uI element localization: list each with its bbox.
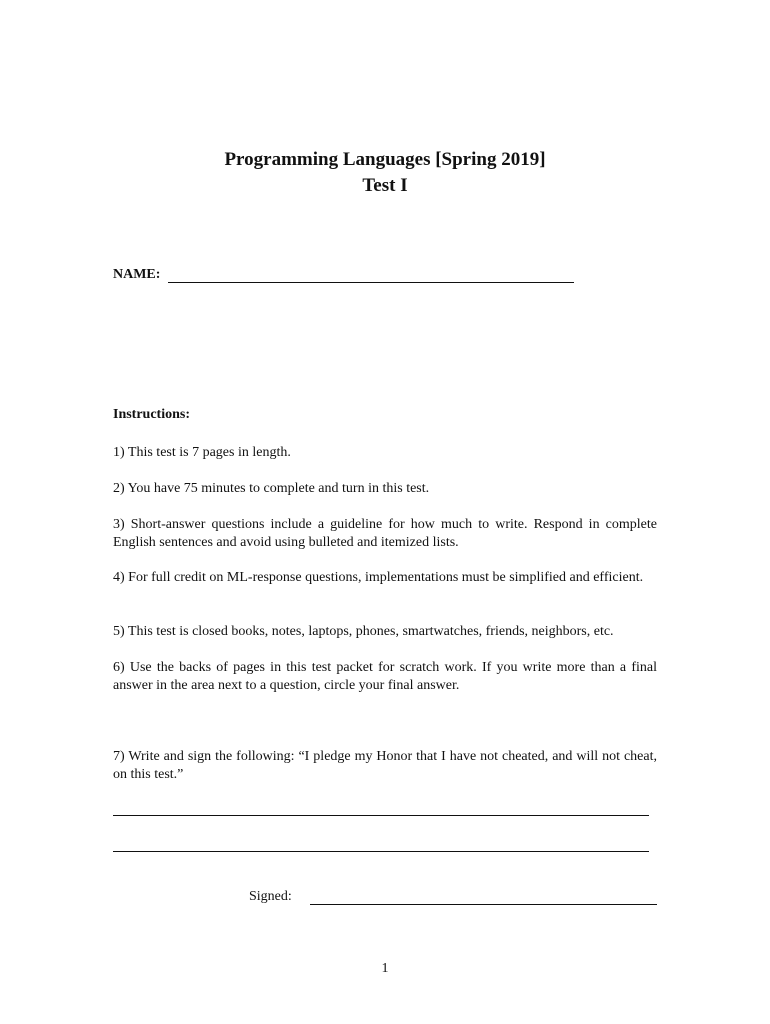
instruction-item-4: 4) For full credit on ML-response questions, implementations must be simplified and efficient.: [113, 570, 644, 585]
instructions-heading: Instructions:: [113, 407, 191, 422]
instruction-item-7: 7) Write and sign the following: “I pledge my Honor that I have not cheated, and will not cheat, on this test.”: [113, 749, 657, 782]
document-header: [0, 147, 770, 199]
instruction-item-1: 1) This test is 7 pages in length.: [113, 445, 291, 460]
instruction-item-5: 5) This test is closed books, notes, laptops, phones, smartwatches, friends, neighbors, etc.: [113, 624, 614, 639]
document-title: Programming Languages [Spring 2019]: [224, 149, 546, 170]
pledge-line-2[interactable]: [113, 851, 649, 852]
page-number: 1: [381, 961, 389, 976]
instruction-item-6: 6) Use the backs of pages in this test packet for scratch work. If you write more than a final answer in the area next to a question, circle your final answer.: [113, 660, 657, 693]
name-blank-line[interactable]: [168, 266, 574, 283]
pledge-line-1[interactable]: [113, 815, 649, 816]
instruction-item-2: 2) You have 75 minutes to complete and turn in this test.: [113, 481, 430, 496]
name-field: [113, 266, 574, 283]
signature-line[interactable]: [310, 904, 657, 905]
instruction-item-3: 3) Short-answer questions include a guideline for how much to write. Respond in complete English sentences and avoid using bulleted and itemized lists.: [113, 517, 657, 550]
document-subtitle: Test I: [362, 175, 408, 196]
name-label: NAME:: [113, 267, 161, 282]
signed-label: Signed:: [249, 889, 292, 904]
